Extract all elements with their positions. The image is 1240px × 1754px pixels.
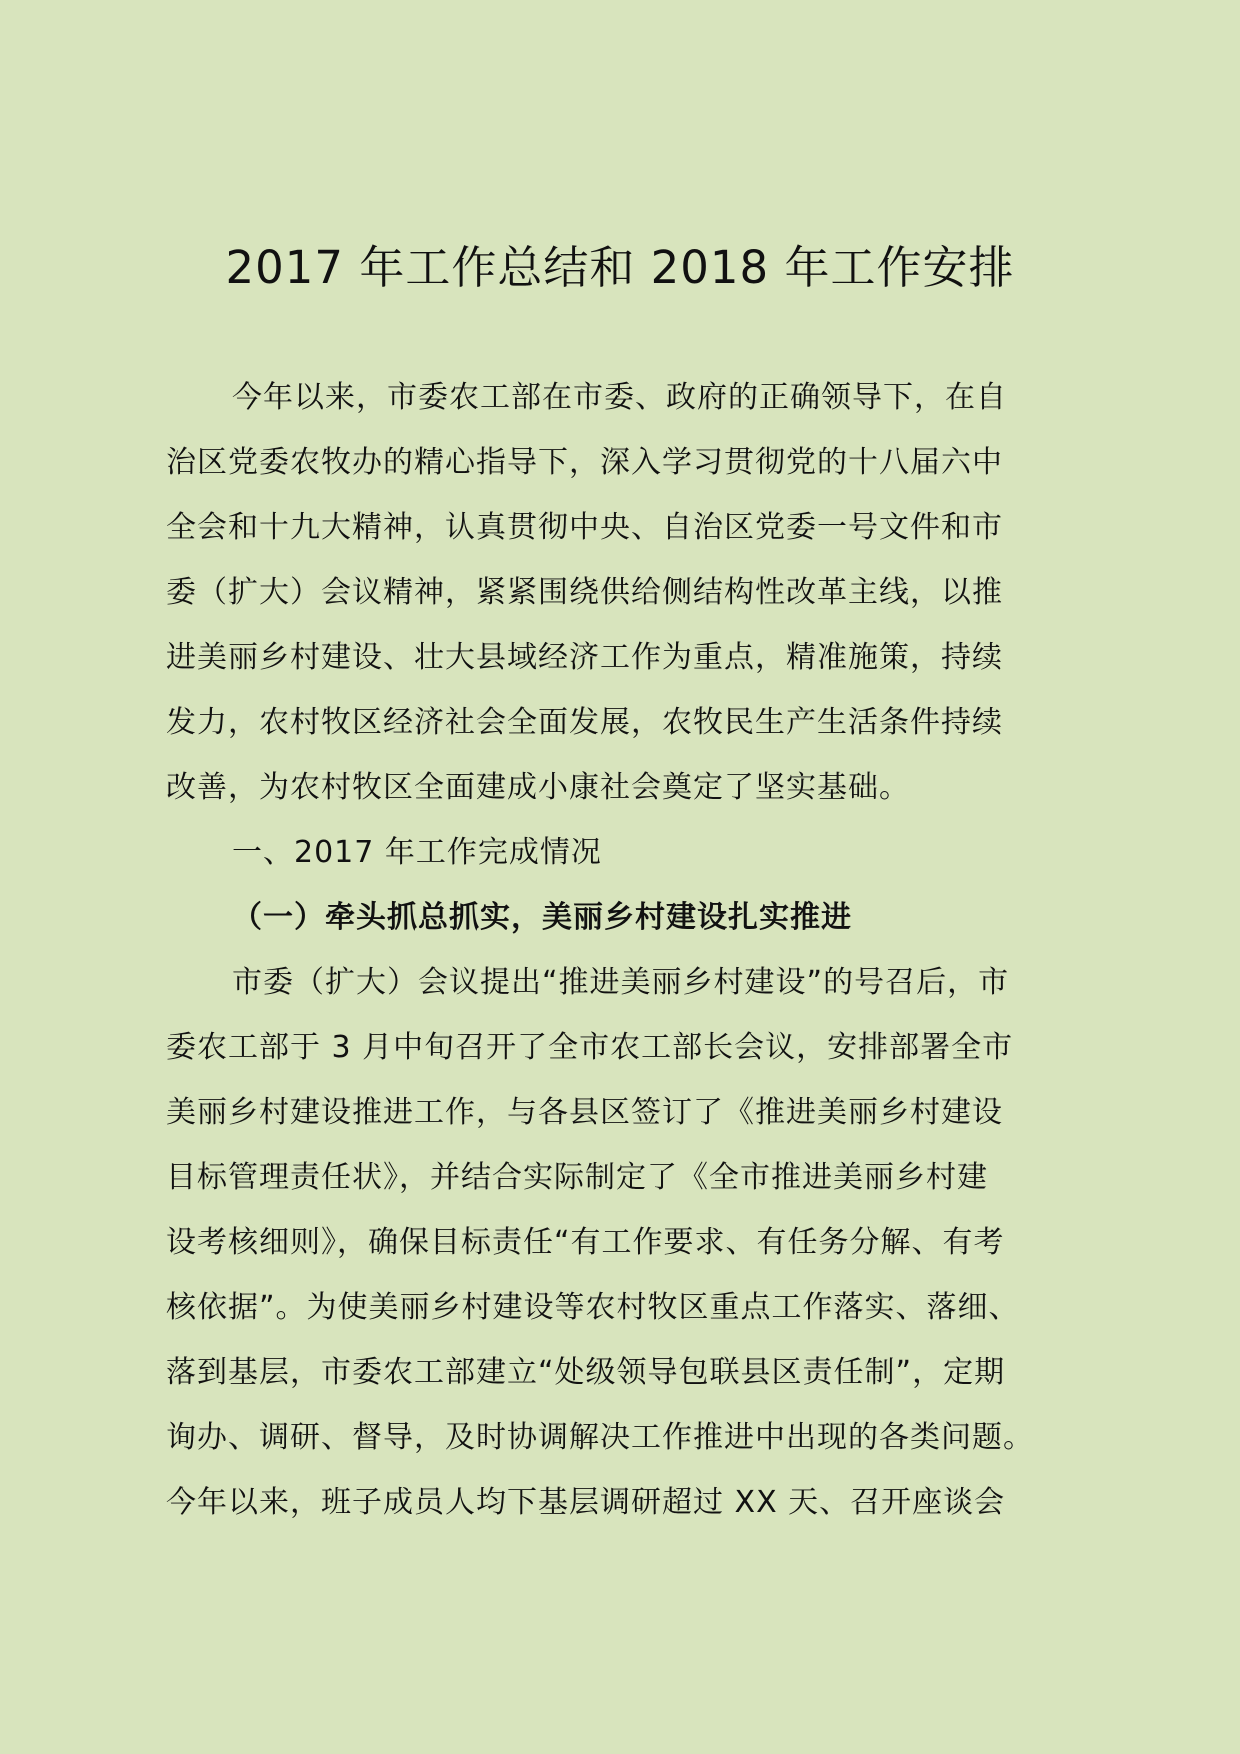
- paragraph-line: 改善，为农村牧区全面建成小康社会奠定了坚实基础。: [166, 770, 910, 805]
- paragraph-line: 美丽乡村建设推进工作，与各县区签订了《推进美丽乡村建设: [166, 1095, 1003, 1130]
- paragraph-line: 设考核细则》，确保目标责任“有工作要求、有任务分解、有考: [166, 1225, 1005, 1260]
- paragraph-line: 目标管理责任状》，并结合实际制定了《全市推进美丽乡村建: [166, 1160, 988, 1195]
- section-subheading-line: （一）牵头抓总抓实，美丽乡村建设扎实推进: [232, 900, 852, 935]
- paragraph-line: 核依据”。为使美丽乡村建设等农村牧区重点工作落实、落细、: [166, 1290, 1020, 1325]
- paragraph-line: 落到基层，市委农工部建立“处级领导包联县区责任制”，定期: [166, 1355, 1006, 1390]
- document-title: 2017 年工作总结和 2018 年工作安排: [225, 241, 1015, 294]
- paragraph-line: 询办、调研、督导，及时协调解决工作推进中出现的各类问题。: [166, 1420, 1034, 1455]
- document-body: [166, 365, 1086, 1535]
- paragraph-line: 委农工部于 3 月中旬召开了全市农工部长会议，安排部署全市: [166, 1030, 1014, 1065]
- paragraph-line: 委（扩大）会议精神，紧紧围绕供给侧结构性改革主线，以推: [166, 575, 1003, 610]
- paragraph-line: 今年以来，市委农工部在市委、政府的正确领导下，在自: [232, 380, 1007, 415]
- paragraph-line: 治区党委农牧办的精心指导下，深入学习贯彻党的十八届六中: [166, 445, 1003, 480]
- paragraph-line: 进美丽乡村建设、壮大县域经济工作为重点，精准施策，持续: [166, 640, 1003, 675]
- paragraph-line: 今年以来，班子成员人均下基层调研超过 XX 天、召开座谈会: [166, 1485, 1006, 1520]
- paragraph-line: 市委（扩大）会议提出“推进美丽乡村建设”的号召后，市: [232, 965, 1010, 1000]
- paragraph-line: 发力，农村牧区经济社会全面发展，农牧民生产生活条件持续: [166, 705, 1003, 740]
- paragraph-line: 一、2017 年工作完成情况: [232, 835, 602, 870]
- paragraph-line: 全会和十九大精神，认真贯彻中央、自治区党委一号文件和市: [166, 510, 1003, 545]
